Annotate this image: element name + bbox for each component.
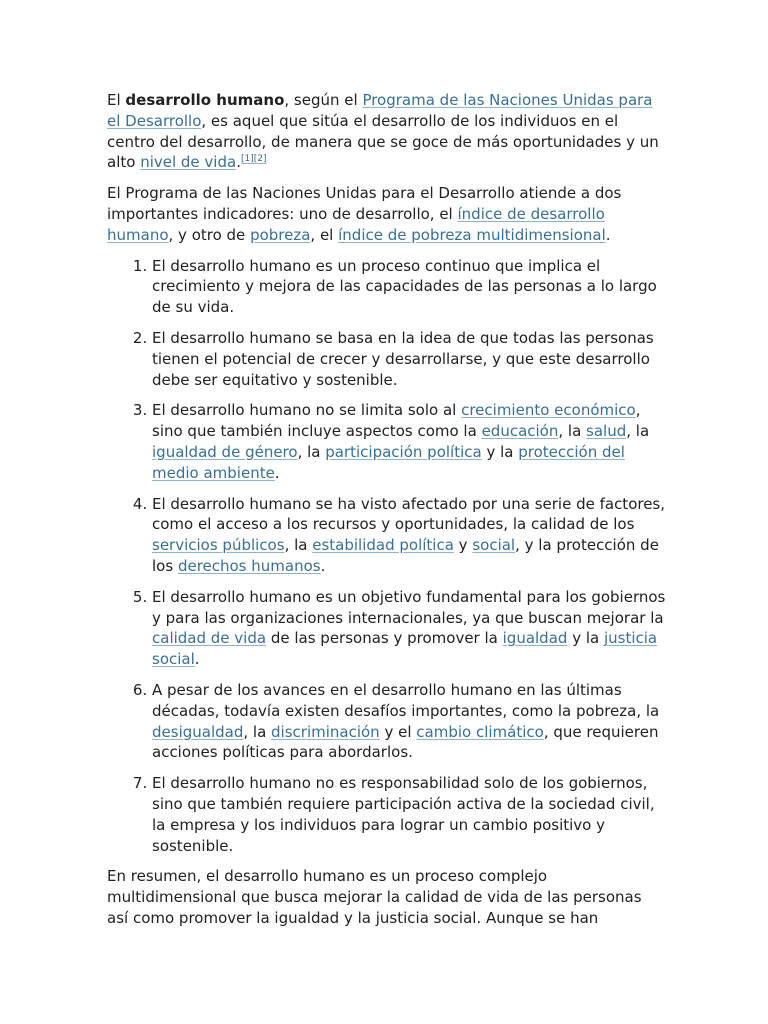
- list-item: [152, 328, 667, 390]
- text-run: El desarrollo humano es un objetivo fundamental para los gobiernos y para las organizaciones internacionales, ya que buscan mejorar la: [152, 587, 666, 627]
- inline-link[interactable]: derechos humanos: [177, 556, 321, 575]
- list-item: [152, 256, 667, 318]
- intro-paragraph: [107, 90, 667, 173]
- text-run: y el: [379, 722, 417, 741]
- text-run: El desarrollo humano se basa en la idea de que todas las personas tienen el potencial de crecer y desarrollarse, y que este desarrollo debe ser equitativo y sostenible.: [152, 328, 654, 389]
- inline-link[interactable]: pobreza: [250, 225, 311, 244]
- text-run: .: [236, 153, 241, 172]
- list-item: [152, 680, 667, 763]
- list-item: [152, 587, 667, 670]
- inline-link[interactable]: igualdad: [502, 629, 568, 648]
- bold-term: desarrollo humano: [125, 91, 285, 109]
- text-run: , que requieren acciones políticas para abordarlos.: [152, 722, 659, 762]
- text-run: de las personas y promover la: [266, 629, 503, 648]
- inline-link[interactable]: salud: [586, 422, 627, 441]
- reference-link[interactable]: [1][2]: [240, 154, 267, 165]
- text-run: , la: [558, 422, 587, 441]
- inline-link[interactable]: índice de desarrollo humano: [107, 204, 605, 244]
- text-run: , la: [626, 422, 650, 441]
- inline-link[interactable]: participación política: [325, 442, 482, 461]
- inline-link[interactable]: crecimiento económico: [461, 401, 636, 420]
- text-run: .: [320, 556, 326, 575]
- text-run: El desarrollo humano es un proceso continuo que implica el crecimiento y mejora de las capacidades de las personas a lo largo de su vida.: [152, 256, 657, 317]
- inline-link[interactable]: educación: [481, 422, 559, 441]
- list-item: [152, 773, 667, 856]
- text-run: El: [107, 91, 126, 109]
- inline-link[interactable]: desigualdad: [152, 722, 244, 741]
- text-run: , el: [310, 225, 339, 244]
- text-run: El desarrollo humano no se limita solo al: [152, 401, 462, 420]
- text-run: El Programa de las Naciones Unidas para el Desarrollo atiende a dos importantes indicadores: uno de desarrollo, el: [107, 184, 622, 223]
- inline-link[interactable]: social: [472, 536, 516, 555]
- list-item: [152, 400, 667, 483]
- text-run: , sino que también incluye aspectos como la: [152, 401, 641, 441]
- inline-link[interactable]: estabilidad política: [312, 536, 454, 555]
- text-run: y la: [567, 629, 604, 648]
- summary-paragraph: [107, 866, 667, 928]
- inline-link[interactable]: índice de pobreza multidimensional: [338, 225, 606, 244]
- list-item: [152, 494, 667, 577]
- text-run: , la: [243, 722, 272, 741]
- text-run: , es aquel que sitúa el desarrollo de los individuos en el centro del desarrollo, de manera que se goce de más oportunidades y un alto: [107, 111, 659, 172]
- inline-link[interactable]: Programa de las Naciones Unidas para el Desarrollo: [107, 91, 653, 130]
- article-body: [107, 90, 667, 939]
- inline-link[interactable]: nivel de vida: [140, 153, 237, 172]
- inline-link[interactable]: cambio climático: [416, 722, 544, 741]
- text-run: .: [274, 463, 280, 482]
- text-run: , y otro de: [168, 225, 251, 244]
- inline-link[interactable]: calidad de vida: [152, 629, 267, 648]
- text-run: En resumen, el desarrollo humano es un proceso complejo multidimensional que busca mejorar la calidad de vida de las personas así como promover la igualdad y la justicia social. Aunque se han: [107, 867, 642, 927]
- numbered-list: [107, 256, 667, 857]
- inline-link[interactable]: discriminación: [271, 722, 380, 741]
- text-run: El desarrollo humano no es responsabilidad solo de los gobiernos, sino que también requiere participación activa de la sociedad civil, la empresa y los individuos para lograr un cambio positivo y sostenible.: [152, 774, 655, 855]
- text-run: , la: [284, 536, 313, 555]
- inline-link[interactable]: protección del medio ambiente: [152, 442, 625, 482]
- text-run: , la: [297, 442, 326, 461]
- text-run: , según el: [284, 91, 363, 109]
- text-run: y la: [481, 442, 519, 461]
- text-run: , y la protección de los: [152, 536, 659, 575]
- text-run: .: [605, 225, 611, 244]
- text-run: El desarrollo humano se ha visto afectado por una serie de factores, como el acceso a los recursos y oportunidades, la calidad de los: [152, 494, 666, 534]
- inline-link[interactable]: justicia social: [152, 629, 658, 669]
- text-run: y: [453, 536, 473, 555]
- text-run: A pesar de los avances en el desarrollo humano en las últimas décadas, todavía existen desafíos importantes, como la pobreza, la: [152, 680, 660, 720]
- indicators-paragraph: [107, 183, 667, 245]
- text-run: .: [194, 650, 200, 669]
- inline-link[interactable]: igualdad de género: [152, 442, 298, 461]
- inline-link[interactable]: servicios públicos: [152, 536, 285, 555]
